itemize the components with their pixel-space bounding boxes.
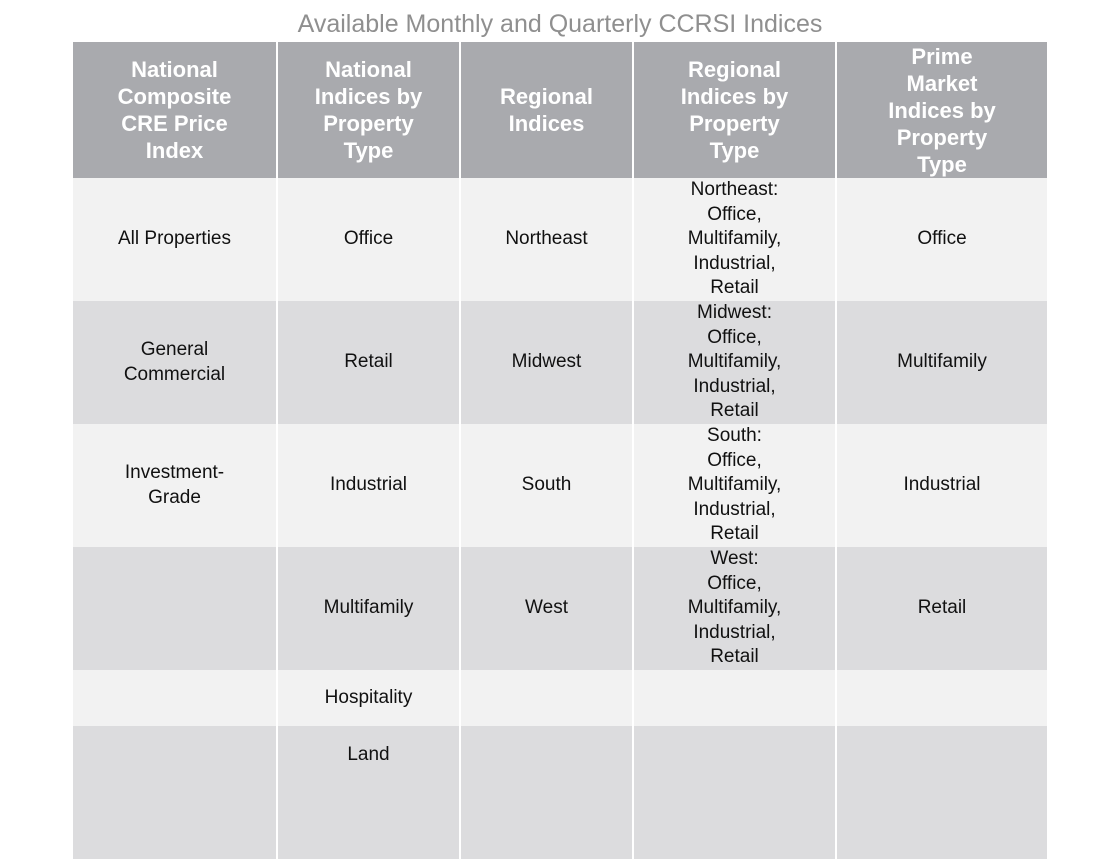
table-cell: Industrial: [836, 424, 1047, 547]
table-cell: Northeast: Office, Multifamily, Industrial, Retail: [633, 178, 836, 301]
table-row: [73, 547, 1047, 670]
table-cell: Multifamily: [277, 547, 460, 670]
column-header-regional: Regional Indices: [460, 42, 633, 178]
table-row: [73, 670, 1047, 726]
table-cell: South: Office, Multifamily, Industrial, Retail: [633, 424, 836, 547]
table-cell: Office: [836, 178, 1047, 301]
table-row: [73, 301, 1047, 424]
table-cell: [836, 726, 1047, 859]
table-cell: General Commercial: [73, 301, 277, 424]
table-cell: [836, 670, 1047, 726]
column-header-national-composite: National Composite CRE Price Index: [73, 42, 277, 178]
table-cell: [460, 726, 633, 859]
table-cell: Multifamily: [836, 301, 1047, 424]
table-cell: [73, 726, 277, 859]
table-cell: Land: [277, 726, 460, 859]
table-row: [73, 424, 1047, 547]
table-cell: Midwest: [460, 301, 633, 424]
indices-table: [73, 42, 1047, 859]
table-cell: [73, 670, 277, 726]
table-cell: Midwest: Office, Multifamily, Industrial, Retail: [633, 301, 836, 424]
table-cell: Office: [277, 178, 460, 301]
table-cell: All Properties: [73, 178, 277, 301]
column-header-prime-market-by-property-type: Prime Market Indices by Property Type: [836, 42, 1047, 178]
table-row: [73, 178, 1047, 301]
table-cell: West: [460, 547, 633, 670]
table-cell: Hospitality: [277, 670, 460, 726]
column-header-regional-by-property-type: Regional Indices by Property Type: [633, 42, 836, 178]
table-cell: [460, 670, 633, 726]
table-cell: [73, 547, 277, 670]
column-header-national-by-property-type: National Indices by Property Type: [277, 42, 460, 178]
table-cell: [633, 726, 836, 859]
table-cell: [633, 670, 836, 726]
page-title: Available Monthly and Quarterly CCRSI Indices: [297, 10, 823, 38]
table-cell: West: Office, Multifamily, Industrial, Retail: [633, 547, 836, 670]
table-cell: Northeast: [460, 178, 633, 301]
table-cell: Retail: [836, 547, 1047, 670]
table-cell: South: [460, 424, 633, 547]
header-row: [73, 42, 1047, 178]
table-row: [73, 726, 1047, 859]
table-cell: Investment- Grade: [73, 424, 277, 547]
table-cell: Industrial: [277, 424, 460, 547]
table-cell: Retail: [277, 301, 460, 424]
